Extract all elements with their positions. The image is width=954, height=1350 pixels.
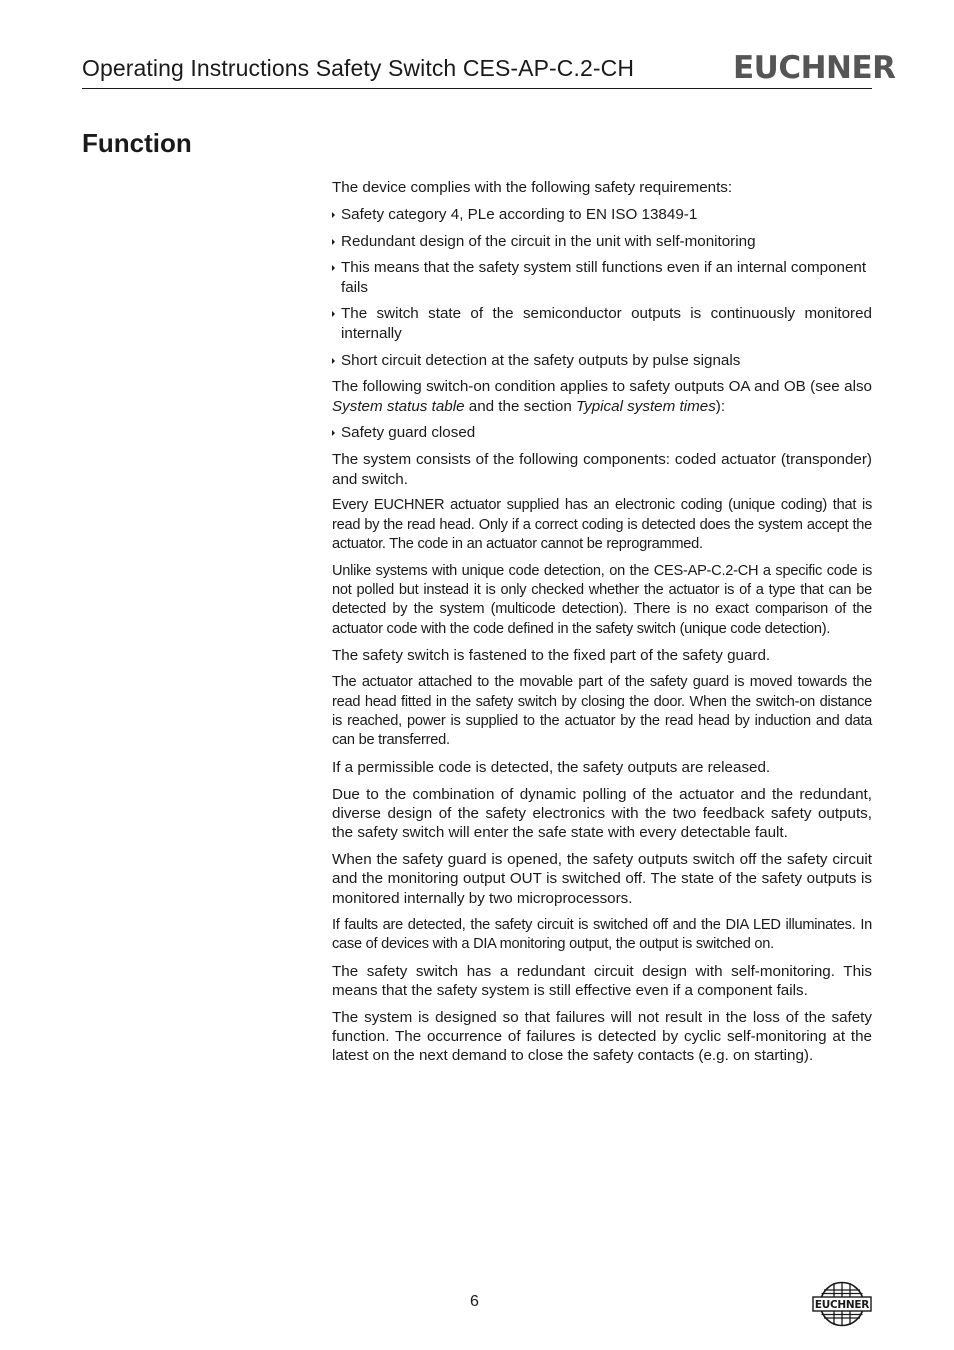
euchner-seal-logo [812, 1281, 872, 1327]
page-number: 6 [470, 1293, 479, 1310]
bullet-item [332, 351, 872, 370]
body-paragraph: The actuator attached to the movable part of the safety guard is moved towards the read head fitted in the safety switch by closing the door. When the switch-on distance is reached, power is supplied to the actuator by the read head by induction and data can be transferred. [332, 674, 872, 749]
body-paragraph: If a permissible code is detected, the safety outputs are released. [332, 758, 771, 776]
body-paragraph: If faults are detected, the safety circuit is switched off and the DIA LED illuminates. In case of devices with a DIA monitoring output, the output is switched on. [332, 916, 872, 952]
bullet-item [332, 423, 872, 442]
intro-paragraph: The device complies with the following safety requirements: [332, 179, 733, 196]
body-paragraph: When the safety guard is opened, the safety outputs switch off the safety circuit and the monitoring output OUT is switched off. The state of the safety outputs is monitored internally by two microprocessors. [332, 851, 872, 907]
typical-system-times-reference: Typical system times [575, 397, 716, 415]
header-rule [82, 88, 872, 89]
body-paragraph: The safety switch has a redundant circuit design with self-monitoring. This means that the safety system is still effective even if a component fails. [332, 962, 872, 999]
text-run: ): [715, 397, 726, 415]
switch-on-condition-paragraph [332, 377, 872, 416]
bullet-text: The switch state of the semiconductor outputs is continuously monitored internally [341, 305, 872, 342]
bullet-text: Safety guard closed [341, 424, 476, 442]
bullet-text: Safety category 4, PLe according to EN ISO 13849-1 [341, 205, 698, 223]
body-column [332, 178, 872, 1073]
bullet-arrow-icon [332, 239, 335, 245]
bullet-item [332, 304, 872, 343]
header-title: Operating Instructions Safety Switch CES-AP-C.2-CH [82, 55, 635, 81]
bullet-item [332, 232, 872, 251]
section-title: Function [82, 128, 192, 158]
bullet-item [332, 258, 872, 297]
body-paragraph: The safety switch is fastened to the fixed part of the safety guard. [332, 647, 771, 665]
bullet-text: Redundant design of the circuit in the unit with self-monitoring [341, 232, 756, 250]
text-run: and the section [464, 397, 576, 415]
body-paragraph: The system is designed so that failures will not result in the loss of the safety function. The occurrence of failures is detected by cyclic self-monitoring at the latest on the next demand to close the safety contacts (e.g. on starting). [332, 1008, 872, 1065]
bullet-arrow-icon [332, 265, 335, 271]
seal-logo-text: EUCHNER [814, 1299, 870, 1311]
bullet-arrow-icon [332, 311, 335, 317]
body-paragraph: Unlike systems with unique code detection, on the CES-AP-C.2-CH a specific code is not polled but instead it is only checked whether the actuator is of a type that can be detected by the system (multicode detection). There is no exact comparison of the actuator code with the code defined in the safety switch (unique code detection). [332, 562, 872, 637]
bullet-arrow-icon [332, 358, 335, 364]
bullet-arrow-icon [332, 212, 335, 218]
bullet-arrow-icon [332, 430, 335, 436]
text-run: The following switch-on condition applies to safety outputs OA and OB (see also [332, 378, 872, 396]
system-status-table-reference: System status table [332, 397, 465, 415]
bullet-text: Short circuit detection at the safety outputs by pulse signals [341, 351, 741, 369]
body-paragraph: Due to the combination of dynamic polling of the actuator and the redundant, diverse design of the safety electronics with the two feedback safety outputs, the safety switch will enter the safe state with every detectable fault. [332, 785, 872, 842]
bullet-item [332, 205, 872, 224]
body-paragraph: Every EUCHNER actuator supplied has an electronic coding (unique coding) that is read by the read head. Only if a correct coding is detected does the system accept the actuator. The code in an actuator cannot be reprogrammed. [332, 497, 872, 552]
body-paragraph: The system consists of the following components: coded actuator (transponder) and switch. [332, 451, 872, 488]
euchner-logo: EUCHNER [733, 50, 896, 86]
bullet-text: This means that the safety system still functions even if an internal component fails [341, 259, 867, 296]
